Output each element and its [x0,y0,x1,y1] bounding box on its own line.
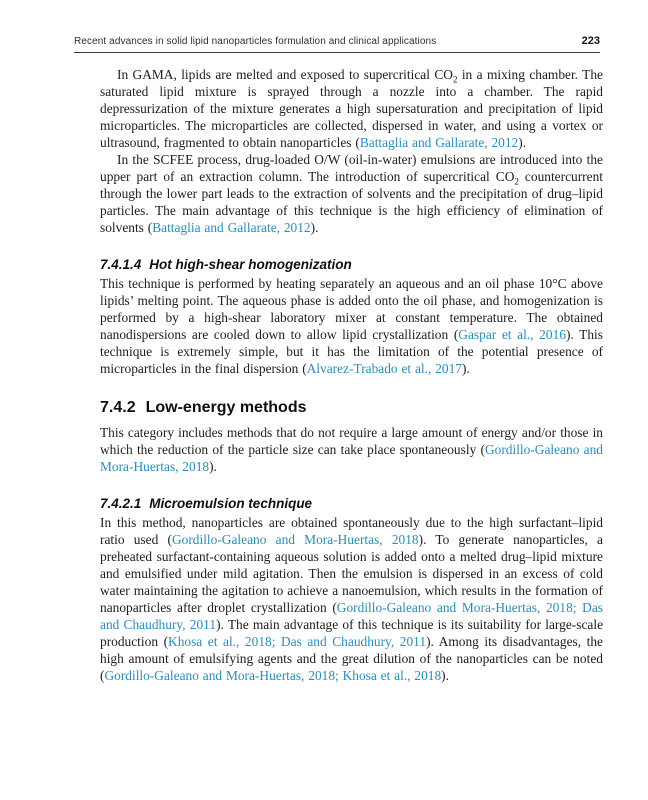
heading-title: Low-energy methods [145,399,307,416]
body-text: ). [209,459,217,474]
body-text: In this method, nanoparticles are obtained spontaneously due to the high surfactant–lipid ratio used ( [100,515,603,547]
paragraph [100,514,603,684]
body-text: ). To generate nanoparticles, a preheated surfactant-containing aqueous solution is added onto a melted drug–lipid mixture and emulsified under mild agitation. Then the emulsion is dispersed in an excess of cold water maintaining the agitation to achieve a nanoemulsion, which results in the formation of nanoparticles after droplet crystallization ( [100,532,603,615]
citation-link[interactable]: Khosa et al., 2018; Das and Chaudhury, 2011 [168,634,427,649]
page-number: 223 [581,35,600,47]
citation-link[interactable]: Gordillo-Galeano and Mora-Huertas, 2018 [171,532,419,547]
body-text: ). [441,668,449,683]
citation-link[interactable]: Battaglia and Gallarate, 2012 [152,220,311,235]
subsection-heading [100,257,603,272]
paragraph [100,275,603,377]
body-text: countercurrent through the lower part leads to the extraction of solvents and the precipitation of drug–lipid particles. The main advantage of this technique is the high efficiency of elimination of solvents ( [100,169,604,235]
citation-link[interactable]: Gordillo-Galeano and Mora-Huertas, 2018 [100,442,603,474]
body-text: ). The main advantage of this technique is its suitability for large-scale production ( [100,617,604,649]
paragraph [100,66,603,151]
heading-number: 7.4.2 [100,399,136,416]
body-text: In GAMA, lipids are melted and exposed to supercritical CO [117,67,453,82]
citation-link[interactable]: Alvarez-Trabado et al., 2017 [306,361,462,376]
subsection-heading [100,496,603,511]
paragraph [100,424,603,475]
body-text: This technique is performed by heating separately an aqueous and an oil phase 10°C above lipids’ melting point. The aqueous phase is added onto the oil phase, and homogenization is performed by a high-shear laboratory mixer at constant temperature. The obtained nanodispersions are cooled down to allow lipid crystallization ( [100,276,603,342]
paragraph [100,151,603,236]
heading-title: Microemulsion technique [149,496,313,511]
citation-link[interactable]: Gordillo-Galeano and Mora-Huertas, 2018; Das and Chaudhury, 2011 [100,600,603,632]
body-text: ). [518,135,527,150]
body-text: ). [310,220,319,235]
citation-link[interactable]: Gordillo-Galeano and Mora-Huertas, 2018; Khosa et al., 2018 [104,668,442,683]
subscript-text: 2 [452,74,458,85]
page-content [100,66,603,684]
heading-title: Hot high-shear homogenization [149,257,352,272]
body-text: ). Among its disadvantages, the high amount of emulsifying agents and the great dilution of the nanoparticles can be noted ( [100,634,603,683]
body-text: ). [461,361,470,376]
body-text: in a mixing chamber. The saturated lipid mixture is sprayed through a nozzle into a chamber. The rapid depressurization of the mixture generates a high supersaturation and precipitation of lipid microparticles. The microparticles are collected, dispersed in water, and using a vortex or ultrasound, fragmented to obtain nanoparticles ( [100,67,603,150]
heading-number: 7.4.2.1 [100,496,142,511]
body-text: This category includes methods that do not require a large amount of energy and/or those in which the reduction of the particle size can take place spontaneously ( [100,425,603,457]
citation-link[interactable]: Battaglia and Gallarate, 2012 [359,135,519,150]
citation-link[interactable]: Gaspar et al., 2016 [458,327,566,342]
running-title: Recent advances in solid lipid nanoparticles formulation and clinical applications [74,36,437,47]
page-header [74,35,600,53]
section-heading [100,399,603,417]
body-text: In the SCFEE process, drug-loaded O/W (oil-in-water) emulsions are introduced into the upper part of an extraction column. The introduction of supercritical CO [100,152,603,184]
body-text: ). This technique is extremely simple, but it has the limitation of the potential presence of microparticles in the final dispersion ( [100,327,603,376]
subscript-text: 2 [514,176,519,187]
heading-number: 7.4.1.4 [100,257,142,272]
